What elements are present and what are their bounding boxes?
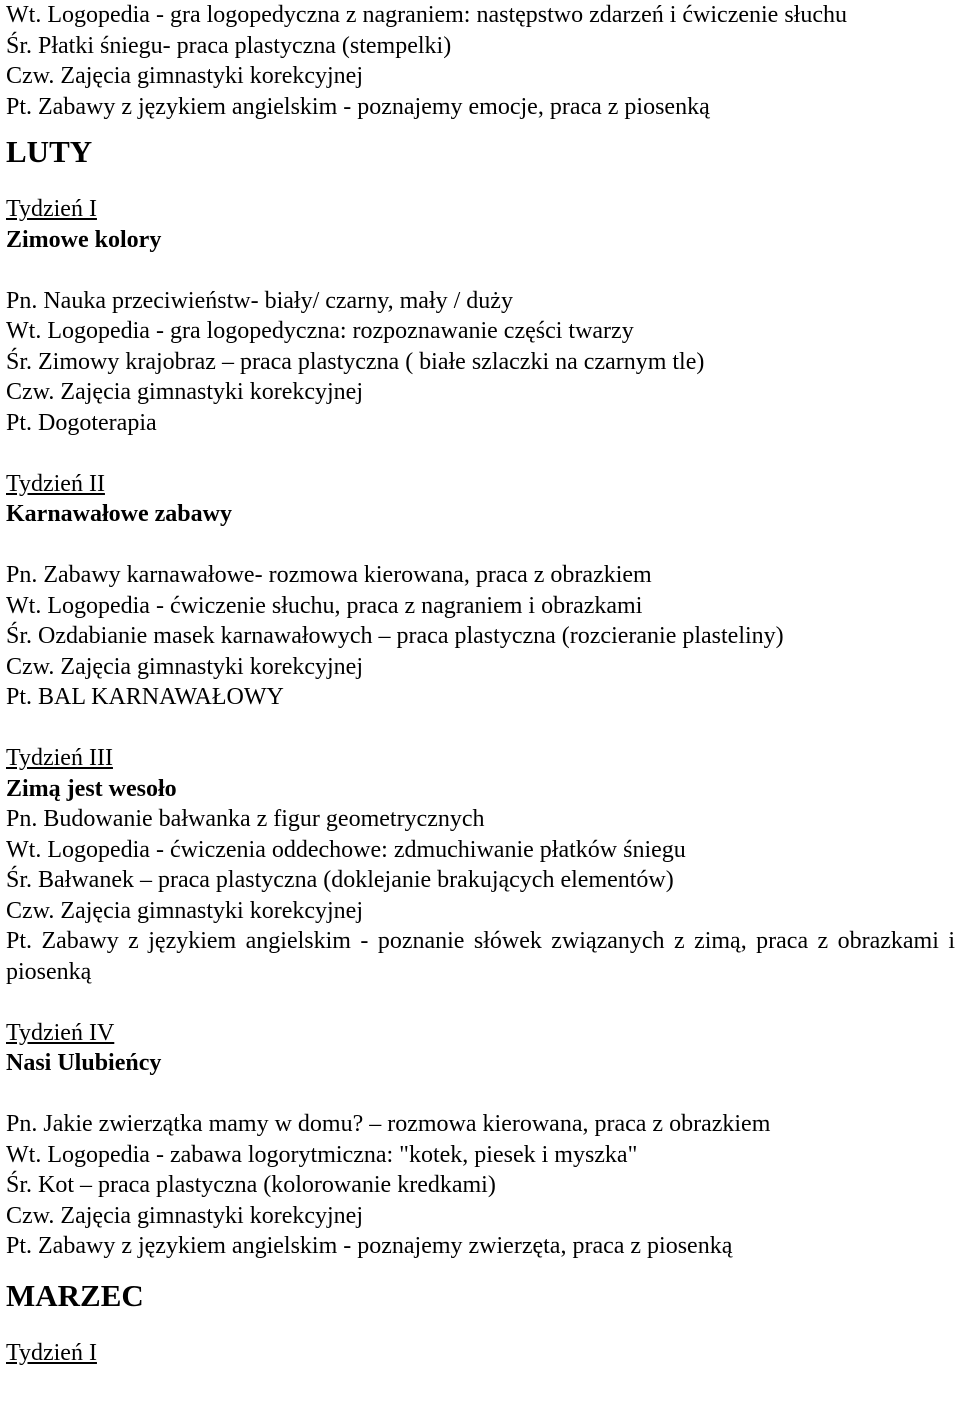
- month-heading-marzec: MARZEC: [6, 1277, 144, 1313]
- month-heading-luty: LUTY: [6, 134, 93, 169]
- activity-line: Wt. Logopedia - gra logopedyczna: rozpoznawanie części twarzy: [6, 318, 634, 344]
- week-heading-3: Tydzień III: [6, 745, 113, 771]
- activity-line: Pn. Zabawy karnawałowe- rozmowa kierowana, praca z obrazkiem: [6, 562, 652, 588]
- activity-line: Pt. Zabawy z językiem angielskim - poznajemy zwierzęta, praca z piosenką: [6, 1233, 733, 1259]
- activity-line: Śr. Zimowy krajobraz – praca plastyczna ( białe szlaczki na czarnym tle): [6, 348, 705, 375]
- week-theme-1: Zimowe kolory: [6, 226, 162, 253]
- week-theme-2: Karnawałowe zabawy: [6, 501, 232, 527]
- activity-line: Wt. Logopedia - gra logopedyczna z nagraniem: następstwo zdarzeń i ćwiczenie słuchu: [6, 2, 847, 28]
- activity-line: Czw. Zajęcia gimnastyki korekcyjnej: [6, 1202, 363, 1229]
- activity-line: Pt. BAL KARNAWAŁOWY: [6, 684, 284, 710]
- activity-line: Śr. Ozdabianie masek karnawałowych – praca plastyczna (rozcieranie plasteliny): [6, 623, 784, 649]
- week-heading-4: Tydzień IV: [6, 1019, 115, 1046]
- activity-line: Pt. Zabawy z językiem angielskim - poznajemy emocje, praca z piosenką: [6, 93, 710, 120]
- activity-line: Wt. Logopedia - ćwiczenie słuchu, praca z nagraniem i obrazkami: [6, 592, 643, 619]
- activity-line: Śr. Kot – praca plastyczna (kolorowanie kredkami): [6, 1172, 496, 1198]
- activity-line: Czw. Zajęcia gimnastyki korekcyjnej: [6, 897, 363, 924]
- activity-line: Pn. Jakie zwierzątka mamy w domu? – rozmowa kierowana, praca z obrazkiem: [6, 1111, 771, 1137]
- activity-line: Wt. Logopedia - zabawa logorytmiczna: "kotek, piesek i myszka": [6, 1141, 638, 1168]
- activity-line: Czw. Zajęcia gimnastyki korekcyjnej: [6, 63, 363, 89]
- activity-line: Czw. Zajęcia gimnastyki korekcyjnej: [6, 379, 363, 405]
- week-heading-marzec-1: Tydzień I: [6, 1339, 97, 1366]
- week-theme-3: Zimą jest wesoło: [6, 775, 177, 802]
- week-theme-4: Nasi Ulubieńcy: [6, 1050, 162, 1076]
- activity-line: Śr. Bałwanek – praca plastyczna (doklejanie brakujących elementów): [6, 867, 674, 893]
- activity-line: Pn. Budowanie bałwanka z figur geometrycznych: [6, 806, 485, 832]
- activity-line: Pt. Dogoterapia: [6, 409, 157, 436]
- activity-line: Czw. Zajęcia gimnastyki korekcyjnej: [6, 653, 363, 680]
- activity-line: Wt. Logopedia - ćwiczenia oddechowe: zdmuchiwanie płatków śniegu: [6, 836, 686, 863]
- week-heading-2: Tydzień II: [6, 470, 105, 497]
- week-heading-1: Tydzień I: [6, 196, 97, 222]
- activity-line: Pn. Nauka przeciwieństw- biały/ czarny, mały / duży: [6, 287, 513, 314]
- activity-line: Śr. Płatki śniegu- praca plastyczna (stempelki): [6, 32, 452, 59]
- activity-line: Pt. Zabawy z językiem angielskim - poznanie słówek związanych z zimą, praca z obrazkami i piosenką: [6, 928, 955, 985]
